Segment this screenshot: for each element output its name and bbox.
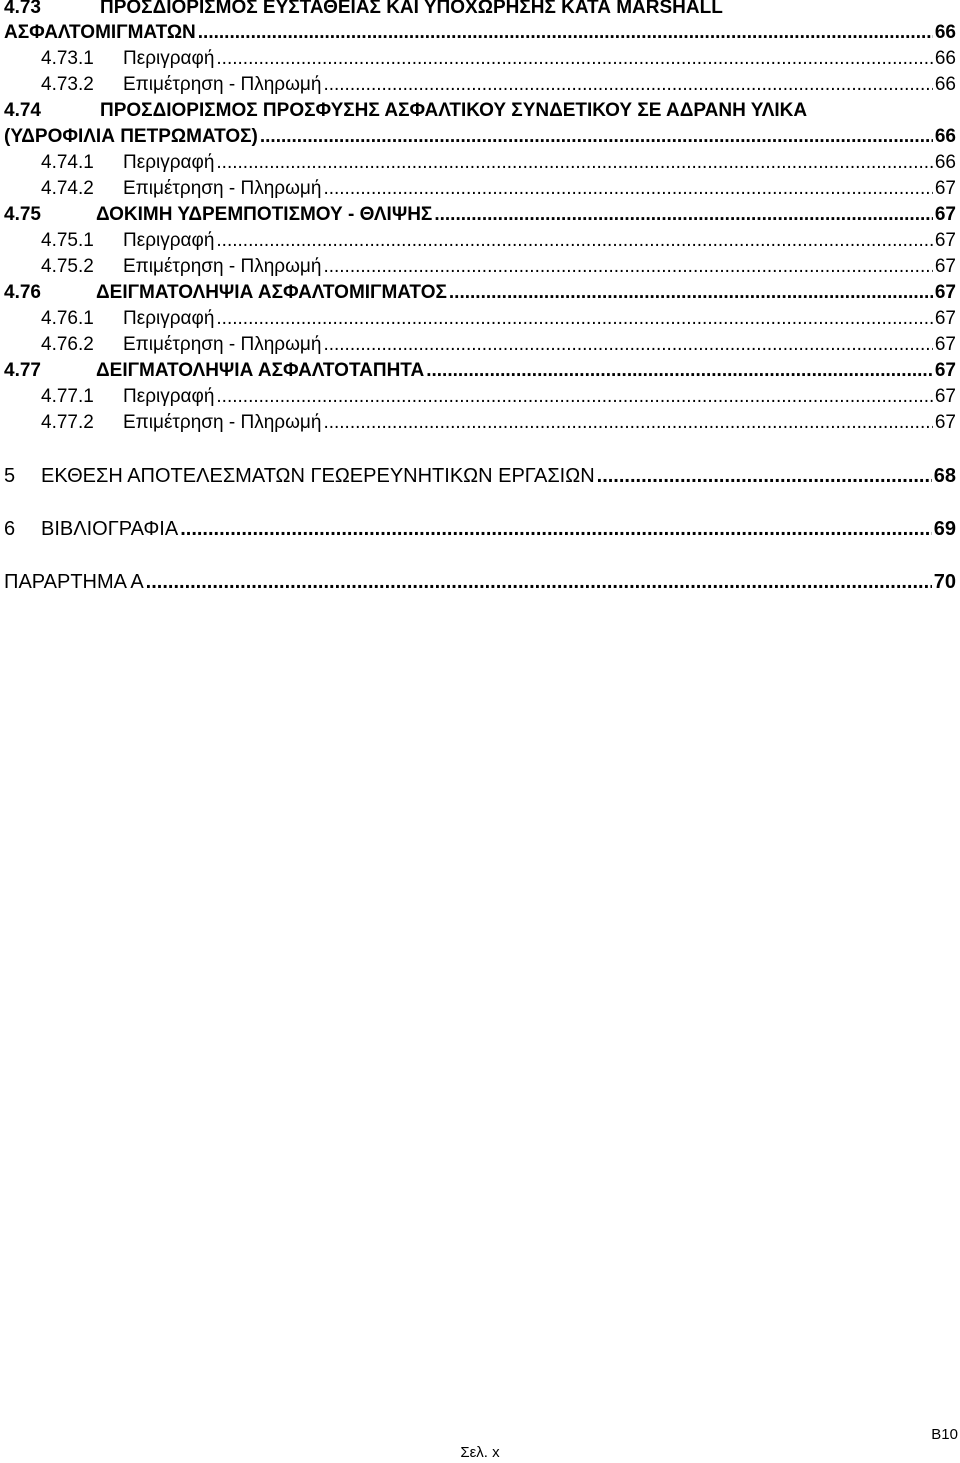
toc-page-number: 69	[933, 518, 956, 540]
toc-page-number: 67	[934, 308, 956, 329]
page-label: Σελ. x	[460, 1444, 500, 1461]
toc-number: 4.75	[4, 204, 41, 225]
toc-number: 4.74	[4, 100, 41, 121]
toc-leader-dots	[323, 333, 932, 357]
toc-page-number: 66	[934, 152, 956, 173]
toc-number: 4.75.2	[41, 256, 94, 277]
toc-title: ΠΑΡΑΡΤΗΜΑ Α	[4, 571, 144, 593]
toc-page-number: 67	[934, 256, 956, 277]
toc-number: 4.77	[4, 360, 41, 381]
toc-title-line-2: (ΥΔΡΟΦΙΛΙΑ ΠΕΤΡΩΜΑΤΟΣ)	[4, 126, 258, 147]
toc-page-number: 67	[934, 386, 956, 407]
toc-page-number: 67	[934, 282, 956, 303]
toc-number: 4.76.2	[41, 334, 94, 355]
toc-leader-dots	[323, 411, 932, 435]
toc-leader-dots	[216, 151, 932, 175]
toc-leader-dots	[216, 47, 932, 71]
toc-leader-dots	[180, 517, 932, 541]
toc-title: ΒΙΒΛΙΟΓΡΑΦΙΑ	[41, 518, 179, 540]
toc-title-line-2: ΑΣΦΑΛΤΟΜΙΓΜΑΤΩΝ	[4, 22, 196, 43]
toc-leader-dots	[260, 125, 933, 149]
toc-title: Επιμέτρηση - Πληρωμή	[123, 256, 322, 277]
toc-leader-dots	[426, 359, 933, 383]
toc-leader-dots	[216, 229, 932, 253]
toc-number: 4.73.2	[41, 74, 94, 95]
toc-page-number: 66	[934, 126, 956, 147]
toc-title: Περιγραφή	[123, 48, 215, 69]
toc-leader-dots	[198, 21, 933, 45]
toc-page-number: 67	[934, 178, 956, 199]
toc-page-number: 66	[934, 74, 956, 95]
toc-number: 4.74.1	[41, 152, 94, 173]
toc-page-number: 67	[934, 334, 956, 355]
toc-leader-dots	[323, 177, 932, 201]
toc-title: Περιγραφή	[123, 386, 215, 407]
toc-page-number: 66	[934, 22, 956, 43]
toc-page-number: 68	[933, 465, 956, 487]
toc-number: 4.75.1	[41, 230, 94, 251]
toc-leader-dots	[146, 570, 932, 594]
toc-title: Περιγραφή	[123, 308, 215, 329]
toc-leader-dots	[323, 255, 932, 279]
toc-page-number: 67	[934, 360, 956, 381]
toc-title: ΕΚΘΕΣΗ ΑΠΟΤΕΛΕΣΜΑΤΩΝ ΓΕΩΕΡΕΥΝΗΤΙΚΩΝ ΕΡΓΑΣΙΩΝ	[41, 465, 595, 487]
toc-number: 4.76.1	[41, 308, 94, 329]
toc-title: Περιγραφή	[123, 152, 215, 173]
toc-number: 4.74.2	[41, 178, 94, 199]
toc-page-number: 67	[934, 204, 956, 225]
toc-leader-dots	[323, 73, 932, 97]
toc-title: ΔΕΙΓΜΑΤΟΛΗΨΙΑ ΑΣΦΑΛΤΟΤΑΠΗΤΑ	[96, 360, 425, 381]
toc-title: Επιμέτρηση - Πληρωμή	[123, 74, 322, 95]
toc-page-number: 67	[934, 230, 956, 251]
toc-number: 4.77.2	[41, 412, 94, 433]
toc-number: 4.73	[4, 0, 41, 18]
toc-number: 4.76	[4, 282, 41, 303]
toc-number: 6	[4, 518, 16, 540]
toc-title: Επιμέτρηση - Πληρωμή	[123, 334, 322, 355]
toc-number: 5	[4, 465, 16, 487]
toc-leader-dots	[216, 307, 932, 331]
toc-page-number: 67	[934, 412, 956, 433]
document-code: B10	[931, 1426, 958, 1443]
toc-title: Επιμέτρηση - Πληρωμή	[123, 178, 322, 199]
toc-number: 4.77.1	[41, 386, 94, 407]
toc-title-line-1: ΠΡΟΣΔΙΟΡΙΣΜΟΣ ΠΡΟΣΦΥΣΗΣ ΑΣΦΑΛΤΙΚΟΥ ΣΥΝΔΕΤΙΚΟΥ ΣΕ ΑΔΡΑΝΗ ΥΛΙΚΑ	[100, 100, 808, 121]
toc-leader-dots	[449, 281, 933, 305]
toc-number: 4.73.1	[41, 48, 94, 69]
toc-title: Επιμέτρηση - Πληρωμή	[123, 412, 322, 433]
toc-leader-dots	[216, 385, 932, 409]
toc-title: ΔΟΚΙΜΗ ΥΔΡΕΜΠΟΤΙΣΜΟΥ - ΘΛΙΨΗΣ	[96, 204, 433, 225]
toc-leader-dots	[597, 464, 932, 488]
toc-title: Περιγραφή	[123, 230, 215, 251]
toc-leader-dots	[434, 203, 933, 227]
toc-title: ΔΕΙΓΜΑΤΟΛΗΨΙΑ ΑΣΦΑΛΤΟΜΙΓΜΑΤΟΣ	[96, 282, 447, 303]
toc-page-number: 66	[934, 48, 956, 69]
toc-page-number: 70	[933, 571, 956, 593]
toc-title-line-1: ΠΡΟΣΔΙΟΡΙΣΜΟΣ ΕΥΣΤΑΘΕΙΑΣ ΚΑΙ ΥΠΟΧΩΡΗΣΗΣ ΚΑΤΑ MARSHALL	[100, 0, 723, 18]
